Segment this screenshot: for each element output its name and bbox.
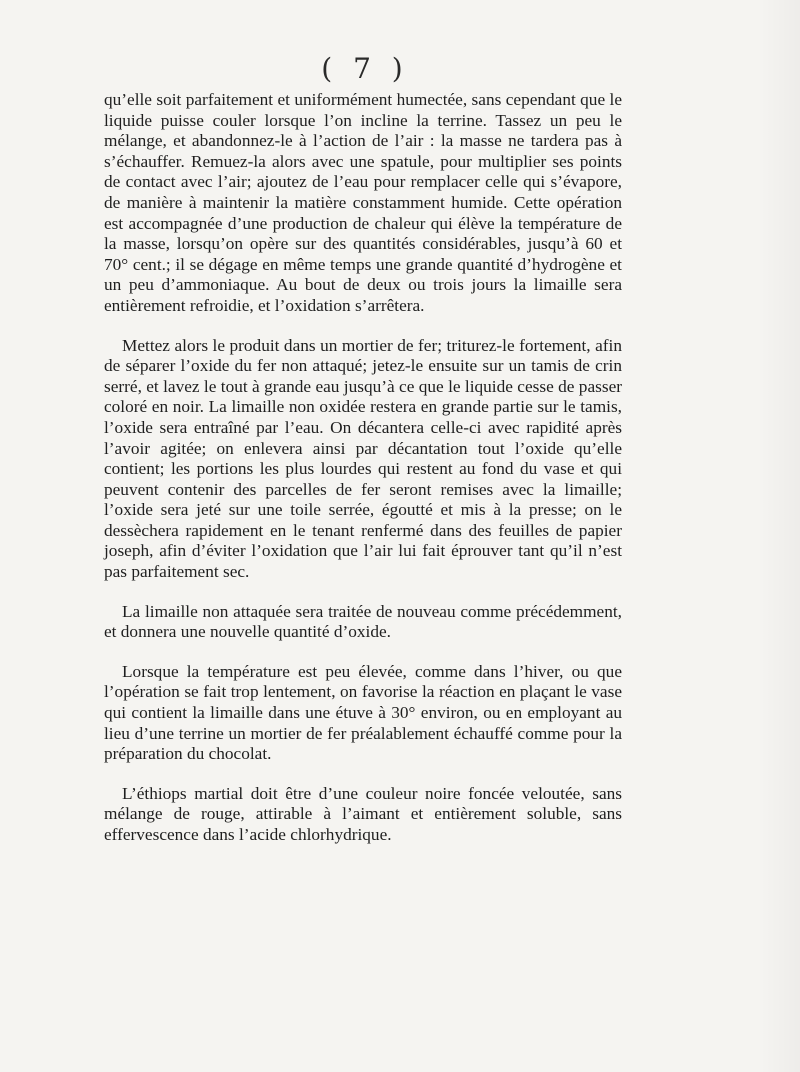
paragraph-2: Mettez alors le produit dans un mortier de fer; triturez-le fortement, afin de séparer l’oxide du fer non attaqué; jetez-le ensuite sur un tamis de crin serré, et lavez le tout à grande eau jusqu’à ce que le liquide cesse de passer coloré en noir. La limaille non oxidée restera en grande partie sur le tamis, l’oxide sera entraîné par l’eau. On décantera celle-ci avec rapidité après l’avoir agitée; on enlevera ainsi par décantation tout l’oxide qu’elle contient; les portions les plus lourdes qui restent au fond du vase et qui peuvent contenir des parcelles de fer seront remises avec la limaille; l’oxide sera jeté sur une toile serrée, égoutté et mis à la presse; on le dessèchera rapidement en le tenant renfermé dans des feuilles de papier joseph, afin d’éviter l’oxidation que l’air lui fait éprouver tant qu’il n’est pas parfaitement sec.	[104, 335, 622, 582]
paragraph-4: Lorsque la température est peu élevée, comme dans l’hiver, ou que l’opération se fait trop lentement, on favorise la réaction en plaçant le vase qui contient la limaille dans une étuve à 30° environ, ou en employant au lieu d’une terrine un mortier de fer préalablement échauffé comme pour la préparation du chocolat.	[104, 661, 622, 764]
page-number: ( 7 )	[321, 52, 409, 85]
page-edge-shadow	[760, 0, 800, 1072]
paragraph-5: L’éthiops martial doit être d’une couleur noire foncée veloutée, sans mélange de rouge, attirable à l’aimant et entièrement soluble, sans effervescence dans l’acide chlorhydrique.	[104, 783, 622, 844]
paragraph-1: qu’elle soit parfaitement et uniformément humectée, sans cependant que le liquide puisse couler lorsque l’on incline la terrine. Tassez un peu le mélange, et abandonnez-le à l’action de l’air : la masse ne tardera pas à s’échauffer. Remuez-la alors avec une spatule, pour multiplier ses points de contact avec l’air; ajoutez de l’eau pour remplacer celle qui s’évapore, de manière à maintenir la matière constamment humide. Cette opération est accompagnée d’une production de chaleur qui élève la température de la masse, lorsqu’on opère sur des quantités considérables, jusqu’à 60 et 70° cent.; il se dégage en même temps une grande quantité d’hydrogène et un peu d’ammoniaque. Au bout de deux ou trois jours la limaille sera entièrement refroidie, et l’oxidation s’arrêtera.	[104, 90, 622, 315]
body-text	[104, 90, 622, 865]
paragraph-3: La limaille non attaquée sera traitée de nouveau comme précédemment, et donnera une nouvelle quantité d’oxide.	[104, 601, 622, 642]
